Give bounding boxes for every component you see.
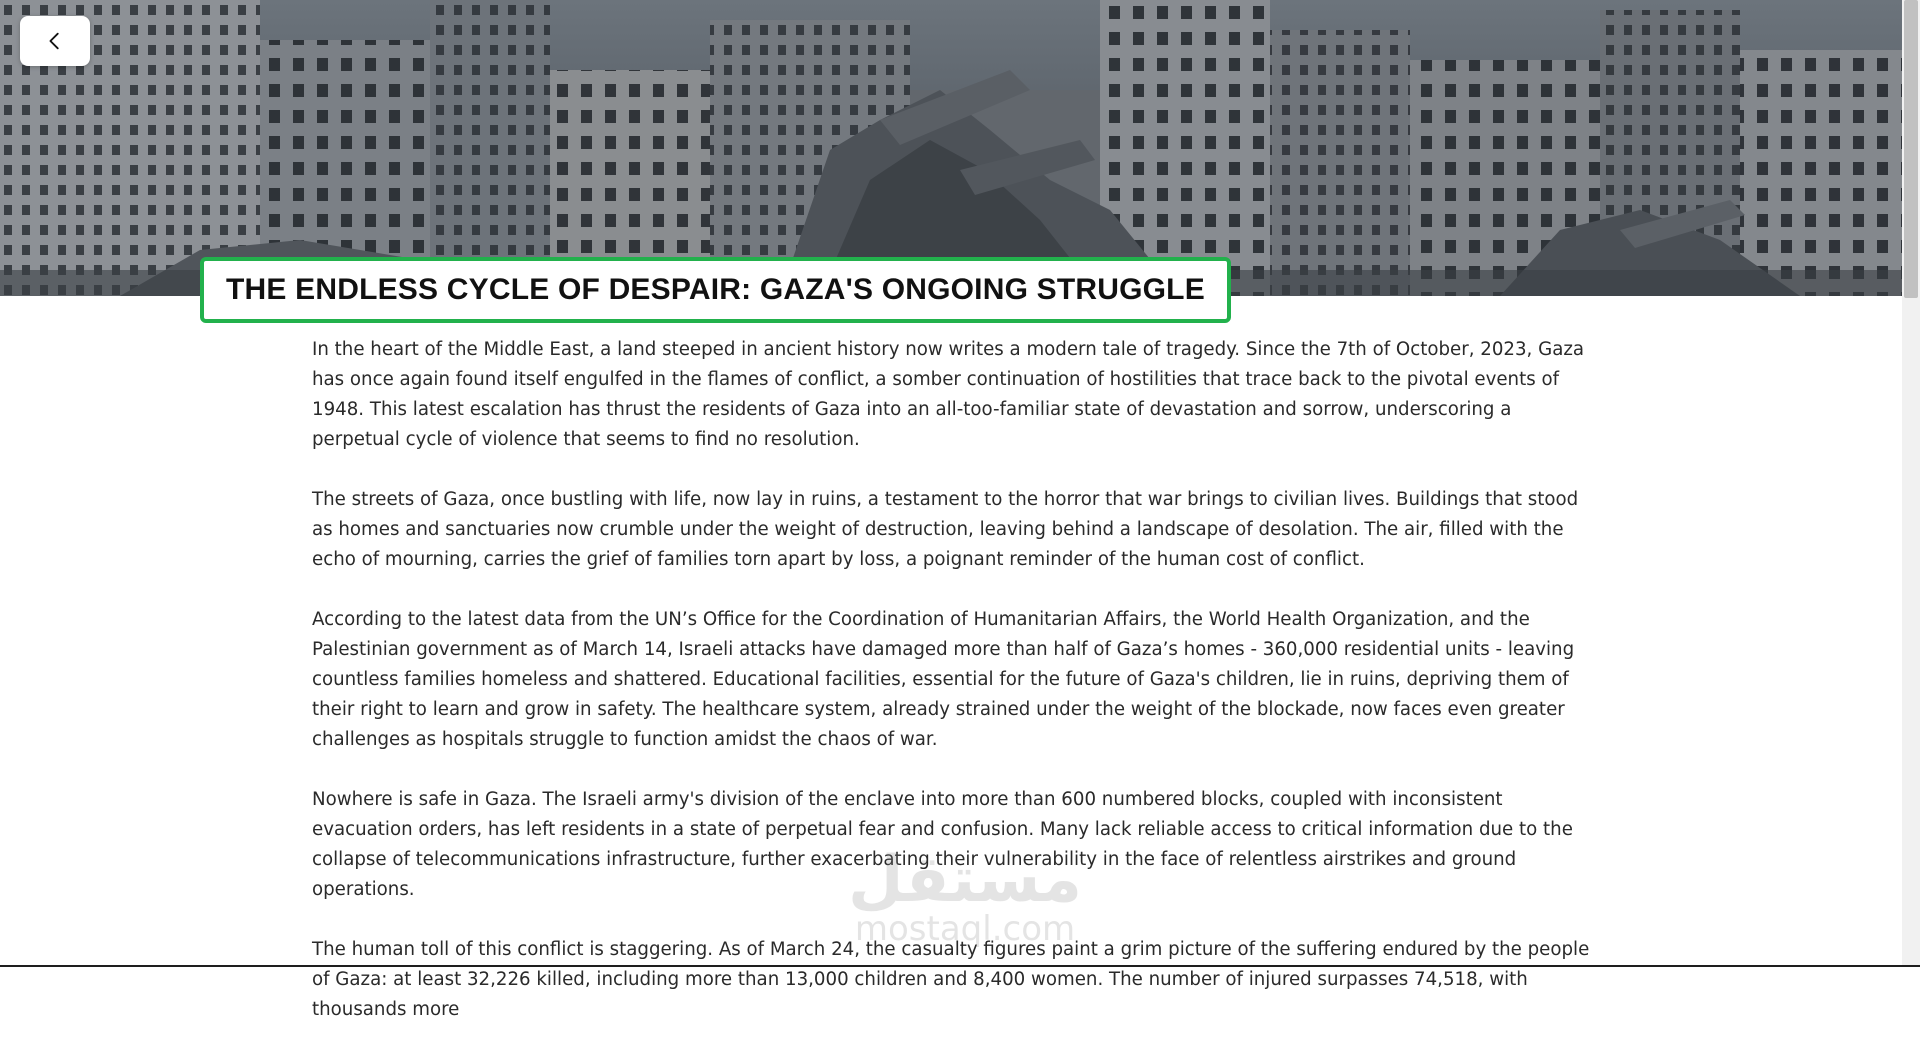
article-title: THE ENDLESS CYCLE OF DESPAIR: GAZA'S ONGOING STRUGGLE	[226, 273, 1205, 306]
article-paragraph: The streets of Gaza, once bustling with life, now lay in ruins, a testament to the horror that war brings to civilian lives. Buildings that stood as homes and sanctuaries now crumble under the weight of destruction, leaving behind a landscape of desolation. The air, filled with the echo of mourning, carries the grief of families torn apart by loss, a poignant reminder of the human cost of conflict.	[312, 489, 1579, 570]
chevron-left-icon	[44, 30, 66, 52]
article-body	[312, 335, 1597, 1055]
watermark-logo: مستقل	[847, 843, 1083, 917]
back-button[interactable]	[20, 16, 90, 66]
article-paragraph: Nowhere is safe in Gaza. The Israeli army's division of the enclave into more than 600 numbered blocks, coupled with inconsistent evacuation orders, has left residents in a state of perpetual fear and confusion. Many lack reliable access to critical information due to the collapse of telecommunications infrastructure, further exacerbating their vulnerability in the face of relentless airstrikes and ground operations.	[312, 789, 1573, 900]
hero-image	[0, 0, 1902, 296]
article-paragraph: According to the latest data from the UN’s Office for the Coordination of Humanitarian Affairs, the World Health Organization, and the Palestinian government as of March 14, Israeli attacks have damaged more than half of Gaza’s homes - 360,000 residential units - leaving countless families homeless and shattered. Educational facilities, essential for the future of Gaza's children, lie in ruins, depriving them of their right to learn and grow in safety. The healthcare system, already strained under the weight of the blockade, now faces even greater challenges as hospitals struggle to function amidst the chaos of war.	[312, 609, 1575, 750]
watermark-text: mostaql.com	[854, 909, 1076, 949]
article-paragraph: The human toll of this conflict is staggering. As of March 24, the casualty figures paint a grim picture of the suffering endured by the people of Gaza: at least 32,226 killed, including more than 13,000 children and 8,400 women. The number of injured surpasses 74,518, with thousands more	[312, 939, 1590, 1020]
bottom-divider	[0, 965, 1920, 967]
article-paragraph: In the heart of the Middle East, a land steeped in ancient history now writes a modern tale of tragedy. Since the 7th of October, 2023, Gaza has once again found itself engulfed in the flames of conflict, a somber continuation of hostilities that trace back to the pivotal events of 1948. This latest escalation has thrust the residents of Gaza into an all-too-familiar state of devastation and sorrow, underscoring a perpetual cycle of violence that seems to find no resolution.	[312, 339, 1585, 450]
scrollbar[interactable]	[1902, 0, 1920, 967]
scrollbar-thumb[interactable]	[1904, 0, 1918, 298]
ruined-city-illustration	[0, 0, 1902, 296]
title-box	[200, 257, 1231, 323]
